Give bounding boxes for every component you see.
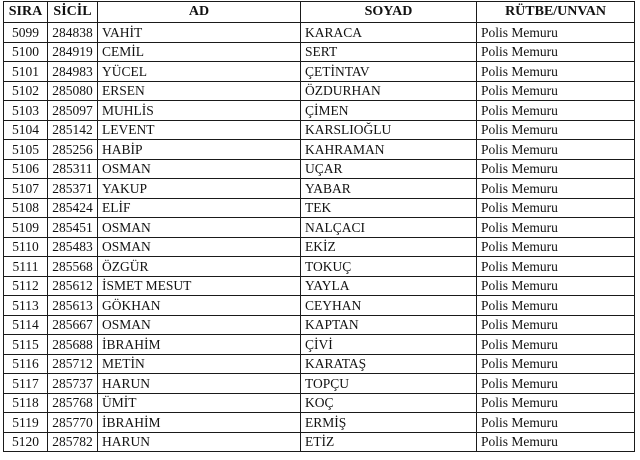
cell-ad: ÜMİT <box>98 393 301 413</box>
cell-sira: 5102 <box>4 81 48 101</box>
personnel-table <box>3 1 635 452</box>
header-ad: AD <box>98 2 301 23</box>
cell-ad: OSMAN <box>98 237 301 257</box>
cell-ad: VAHİT <box>98 23 301 43</box>
cell-rutbe: Polis Memuru <box>477 315 635 335</box>
cell-ad: ELİF <box>98 198 301 218</box>
cell-soyad: TOPÇU <box>301 374 477 394</box>
cell-ad: İBRAHİM <box>98 413 301 433</box>
cell-sira: 5107 <box>4 179 48 199</box>
cell-ad: YAKUP <box>98 179 301 199</box>
cell-rutbe: Polis Memuru <box>477 218 635 238</box>
cell-ad: ERSEN <box>98 81 301 101</box>
cell-soyad: KOÇ <box>301 393 477 413</box>
cell-rutbe: Polis Memuru <box>477 159 635 179</box>
cell-sira: 5114 <box>4 315 48 335</box>
cell-soyad: KARSLIOĞLU <box>301 120 477 140</box>
cell-ad: OSMAN <box>98 218 301 238</box>
table-row <box>4 257 635 277</box>
table-row <box>4 413 635 433</box>
cell-sira: 5120 <box>4 432 48 452</box>
table-row <box>4 120 635 140</box>
cell-ad: LEVENT <box>98 120 301 140</box>
cell-sira: 5103 <box>4 101 48 121</box>
cell-sicil: 285613 <box>48 296 98 316</box>
cell-rutbe: Polis Memuru <box>477 296 635 316</box>
cell-sicil: 285712 <box>48 354 98 374</box>
cell-sicil: 285142 <box>48 120 98 140</box>
table-row <box>4 23 635 43</box>
table-row <box>4 198 635 218</box>
cell-rutbe: Polis Memuru <box>477 335 635 355</box>
cell-rutbe: Polis Memuru <box>477 101 635 121</box>
cell-soyad: KAHRAMAN <box>301 140 477 160</box>
cell-soyad: CEYHAN <box>301 296 477 316</box>
cell-sicil: 285371 <box>48 179 98 199</box>
cell-ad: METİN <box>98 354 301 374</box>
cell-soyad: YABAR <box>301 179 477 199</box>
cell-sicil: 285667 <box>48 315 98 335</box>
cell-rutbe: Polis Memuru <box>477 140 635 160</box>
cell-sicil: 285612 <box>48 276 98 296</box>
cell-soyad: UÇAR <box>301 159 477 179</box>
table-body <box>4 23 635 452</box>
cell-soyad: YAYLA <box>301 276 477 296</box>
cell-rutbe: Polis Memuru <box>477 374 635 394</box>
cell-sicil: 285770 <box>48 413 98 433</box>
cell-sicil: 285256 <box>48 140 98 160</box>
header-sicil: SİCİL <box>48 2 98 23</box>
cell-sicil: 285311 <box>48 159 98 179</box>
cell-ad: OSMAN <box>98 315 301 335</box>
cell-ad: İSMET MESUT <box>98 276 301 296</box>
cell-soyad: ÇİMEN <box>301 101 477 121</box>
table-row <box>4 335 635 355</box>
cell-rutbe: Polis Memuru <box>477 120 635 140</box>
cell-rutbe: Polis Memuru <box>477 81 635 101</box>
cell-rutbe: Polis Memuru <box>477 23 635 43</box>
cell-sicil: 285080 <box>48 81 98 101</box>
cell-ad: HARUN <box>98 374 301 394</box>
cell-rutbe: Polis Memuru <box>477 42 635 62</box>
table-row <box>4 81 635 101</box>
cell-sira: 5115 <box>4 335 48 355</box>
cell-ad: HARUN <box>98 432 301 452</box>
table-row <box>4 374 635 394</box>
cell-sicil: 285688 <box>48 335 98 355</box>
cell-sicil: 285424 <box>48 198 98 218</box>
cell-sicil: 285737 <box>48 374 98 394</box>
table-row <box>4 393 635 413</box>
cell-sira: 5111 <box>4 257 48 277</box>
table-row <box>4 42 635 62</box>
cell-soyad: TOKUÇ <box>301 257 477 277</box>
cell-soyad: ÖZDURHAN <box>301 81 477 101</box>
cell-soyad: KARACA <box>301 23 477 43</box>
cell-ad: CEMİL <box>98 42 301 62</box>
cell-ad: ÖZGÜR <box>98 257 301 277</box>
cell-sicil: 285483 <box>48 237 98 257</box>
header-sira: SIRA <box>4 2 48 23</box>
cell-sicil: 285782 <box>48 432 98 452</box>
cell-sira: 5117 <box>4 374 48 394</box>
cell-ad: GÖKHAN <box>98 296 301 316</box>
table-row <box>4 276 635 296</box>
cell-soyad: ETİZ <box>301 432 477 452</box>
table-row <box>4 315 635 335</box>
cell-sira: 5109 <box>4 218 48 238</box>
table-header <box>4 2 635 23</box>
cell-sicil: 284919 <box>48 42 98 62</box>
cell-rutbe: Polis Memuru <box>477 198 635 218</box>
cell-sira: 5110 <box>4 237 48 257</box>
cell-rutbe: Polis Memuru <box>477 413 635 433</box>
cell-rutbe: Polis Memuru <box>477 62 635 82</box>
cell-sicil: 284838 <box>48 23 98 43</box>
cell-sicil: 284983 <box>48 62 98 82</box>
cell-sira: 5099 <box>4 23 48 43</box>
cell-rutbe: Polis Memuru <box>477 393 635 413</box>
table-row <box>4 354 635 374</box>
cell-sira: 5118 <box>4 393 48 413</box>
cell-soyad: ÇİVİ <box>301 335 477 355</box>
cell-ad: YÜCEL <box>98 62 301 82</box>
table-row <box>4 62 635 82</box>
cell-sicil: 285768 <box>48 393 98 413</box>
cell-sira: 5113 <box>4 296 48 316</box>
cell-ad: OSMAN <box>98 159 301 179</box>
cell-rutbe: Polis Memuru <box>477 179 635 199</box>
cell-soyad: SERT <box>301 42 477 62</box>
cell-sira: 5112 <box>4 276 48 296</box>
table-row <box>4 140 635 160</box>
cell-sira: 5100 <box>4 42 48 62</box>
cell-sira: 5119 <box>4 413 48 433</box>
cell-soyad: TEK <box>301 198 477 218</box>
cell-sicil: 285451 <box>48 218 98 238</box>
cell-rutbe: Polis Memuru <box>477 257 635 277</box>
table-row <box>4 237 635 257</box>
header-soyad: SOYAD <box>301 2 477 23</box>
cell-sira: 5116 <box>4 354 48 374</box>
table-row <box>4 432 635 452</box>
table-row <box>4 179 635 199</box>
cell-rutbe: Polis Memuru <box>477 432 635 452</box>
cell-sicil: 285568 <box>48 257 98 277</box>
cell-rutbe: Polis Memuru <box>477 276 635 296</box>
cell-rutbe: Polis Memuru <box>477 237 635 257</box>
cell-rutbe: Polis Memuru <box>477 354 635 374</box>
table-row <box>4 218 635 238</box>
cell-sira: 5105 <box>4 140 48 160</box>
table-row <box>4 296 635 316</box>
header-rutbe: RÜTBE/UNVAN <box>477 2 635 23</box>
table-row <box>4 159 635 179</box>
cell-ad: HABİP <box>98 140 301 160</box>
cell-ad: İBRAHİM <box>98 335 301 355</box>
cell-sira: 5106 <box>4 159 48 179</box>
cell-soyad: EKİZ <box>301 237 477 257</box>
cell-soyad: ÇETİNTAV <box>301 62 477 82</box>
cell-sicil: 285097 <box>48 101 98 121</box>
header-row <box>4 2 635 23</box>
cell-sira: 5101 <box>4 62 48 82</box>
table-row <box>4 101 635 121</box>
cell-ad: MUHLİS <box>98 101 301 121</box>
cell-sira: 5104 <box>4 120 48 140</box>
cell-soyad: ERMİŞ <box>301 413 477 433</box>
cell-soyad: KARATAŞ <box>301 354 477 374</box>
cell-soyad: KAPTAN <box>301 315 477 335</box>
cell-sira: 5108 <box>4 198 48 218</box>
cell-soyad: NALÇACI <box>301 218 477 238</box>
